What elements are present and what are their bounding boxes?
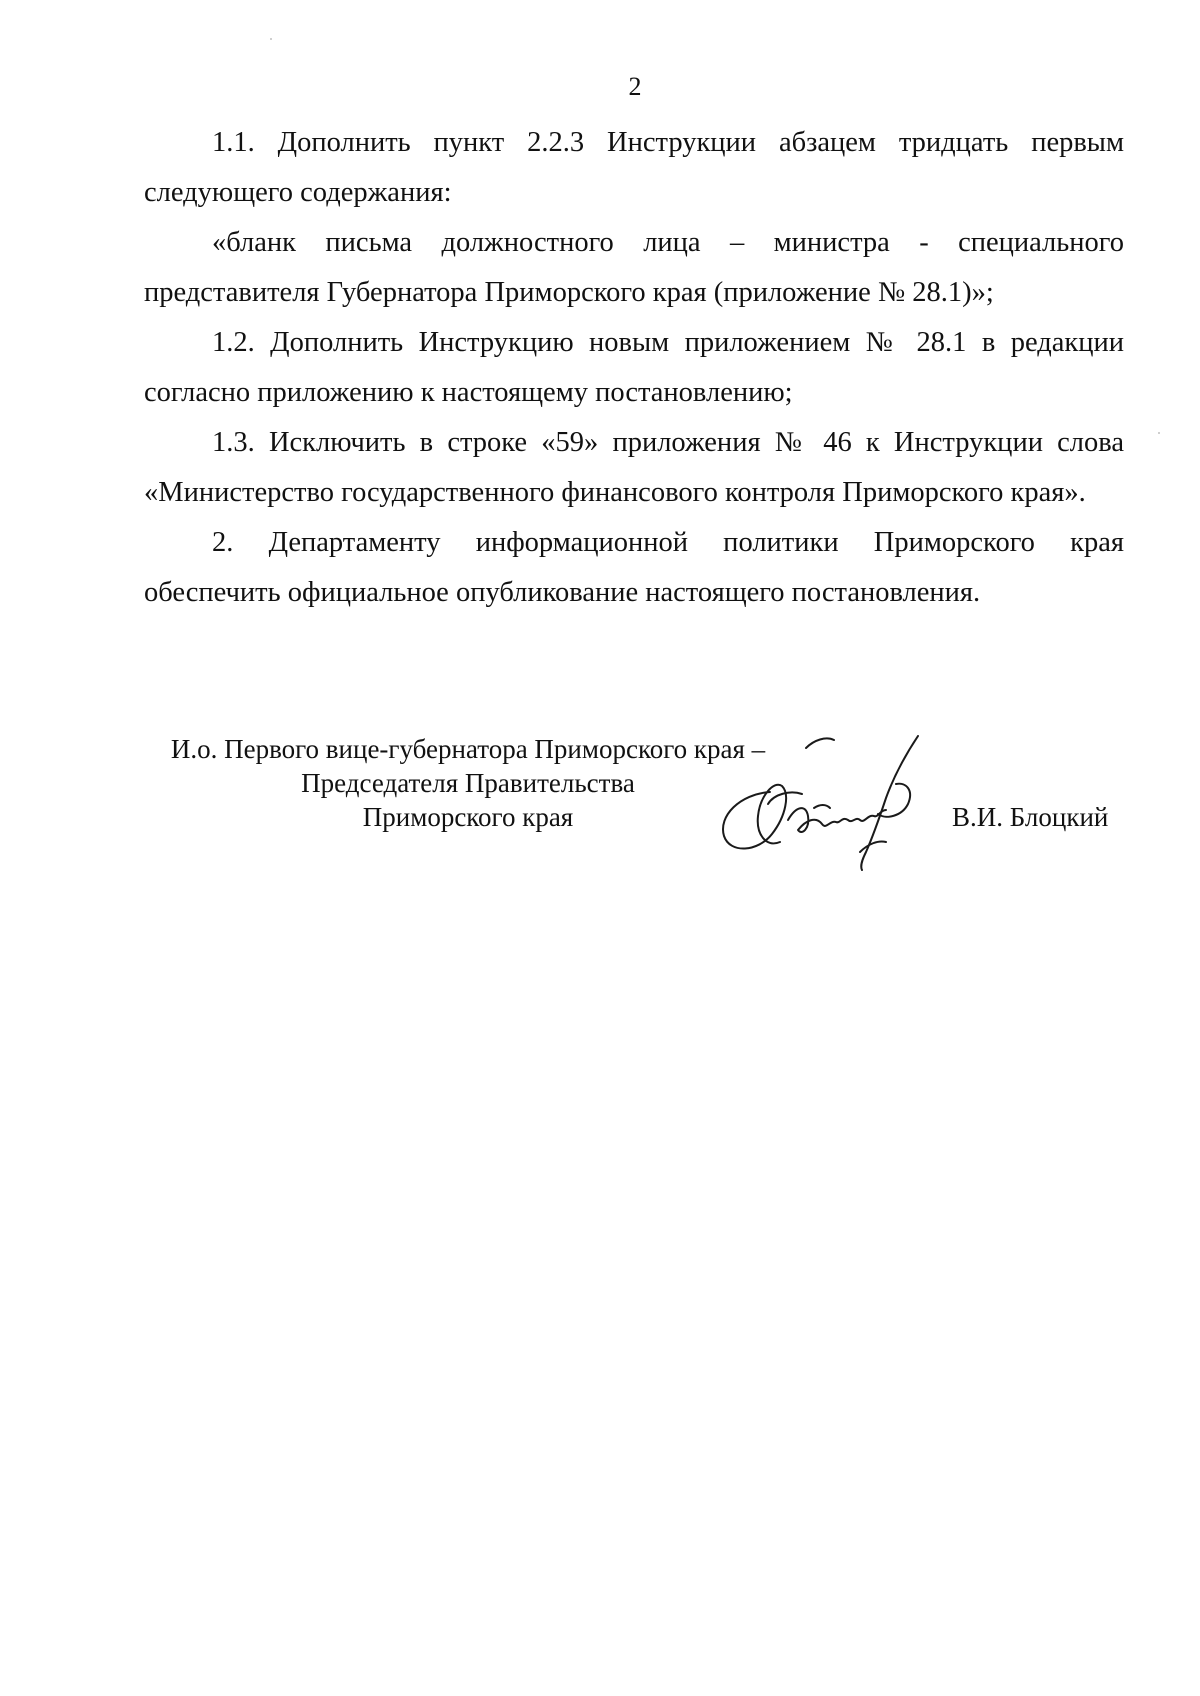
- quote-line-2: представителя Губернатора Приморского края (приложение № 28.1)»;: [144, 277, 994, 308]
- signatory-title: [148, 732, 788, 834]
- quote-line-1: «бланк письма должностного лица – министра - специального: [212, 227, 1124, 258]
- paragraph-1-3-line-2: «Министерство государственного финансового контроля Приморского края».: [144, 477, 1086, 508]
- signatory-title-line-3: Приморского края: [362, 802, 574, 832]
- handwritten-signature: [710, 724, 940, 874]
- paragraph-1-1-line-2: следующего содержания:: [144, 177, 452, 208]
- signatory-title-line-1: И.о. Первого вице-губернатора Приморского края –: [170, 734, 766, 764]
- scan-speck: [1158, 432, 1160, 434]
- scan-speck: [270, 38, 272, 40]
- paragraph-1-3-line-1: 1.3. Исключить в строке «59» приложения № 46 к Инструкции слова: [212, 427, 1124, 458]
- paragraph-1-2-line-2: согласно приложению к настоящему постановлению;: [144, 377, 793, 408]
- paragraph-2-line-2: обеспечить официальное опубликование настоящего постановления.: [144, 577, 981, 608]
- signatory-name: В.И. Блоцкий: [952, 802, 1109, 832]
- signatory-title-line-2: Председателя Правительства: [301, 768, 635, 798]
- document-body: [144, 118, 1124, 618]
- paragraph-1-1-line-1: 1.1. Дополнить пункт 2.2.3 Инструкции абзацем тридцать первым: [212, 127, 1124, 158]
- signature-block: [140, 732, 1120, 872]
- paragraph-1-2-line-1: 1.2. Дополнить Инструкцию новым приложением № 28.1 в редакции: [212, 327, 1124, 358]
- paragraph-2-line-1: 2. Департаменту информационной политики Приморского края: [212, 527, 1124, 558]
- page-number: 2: [628, 72, 642, 101]
